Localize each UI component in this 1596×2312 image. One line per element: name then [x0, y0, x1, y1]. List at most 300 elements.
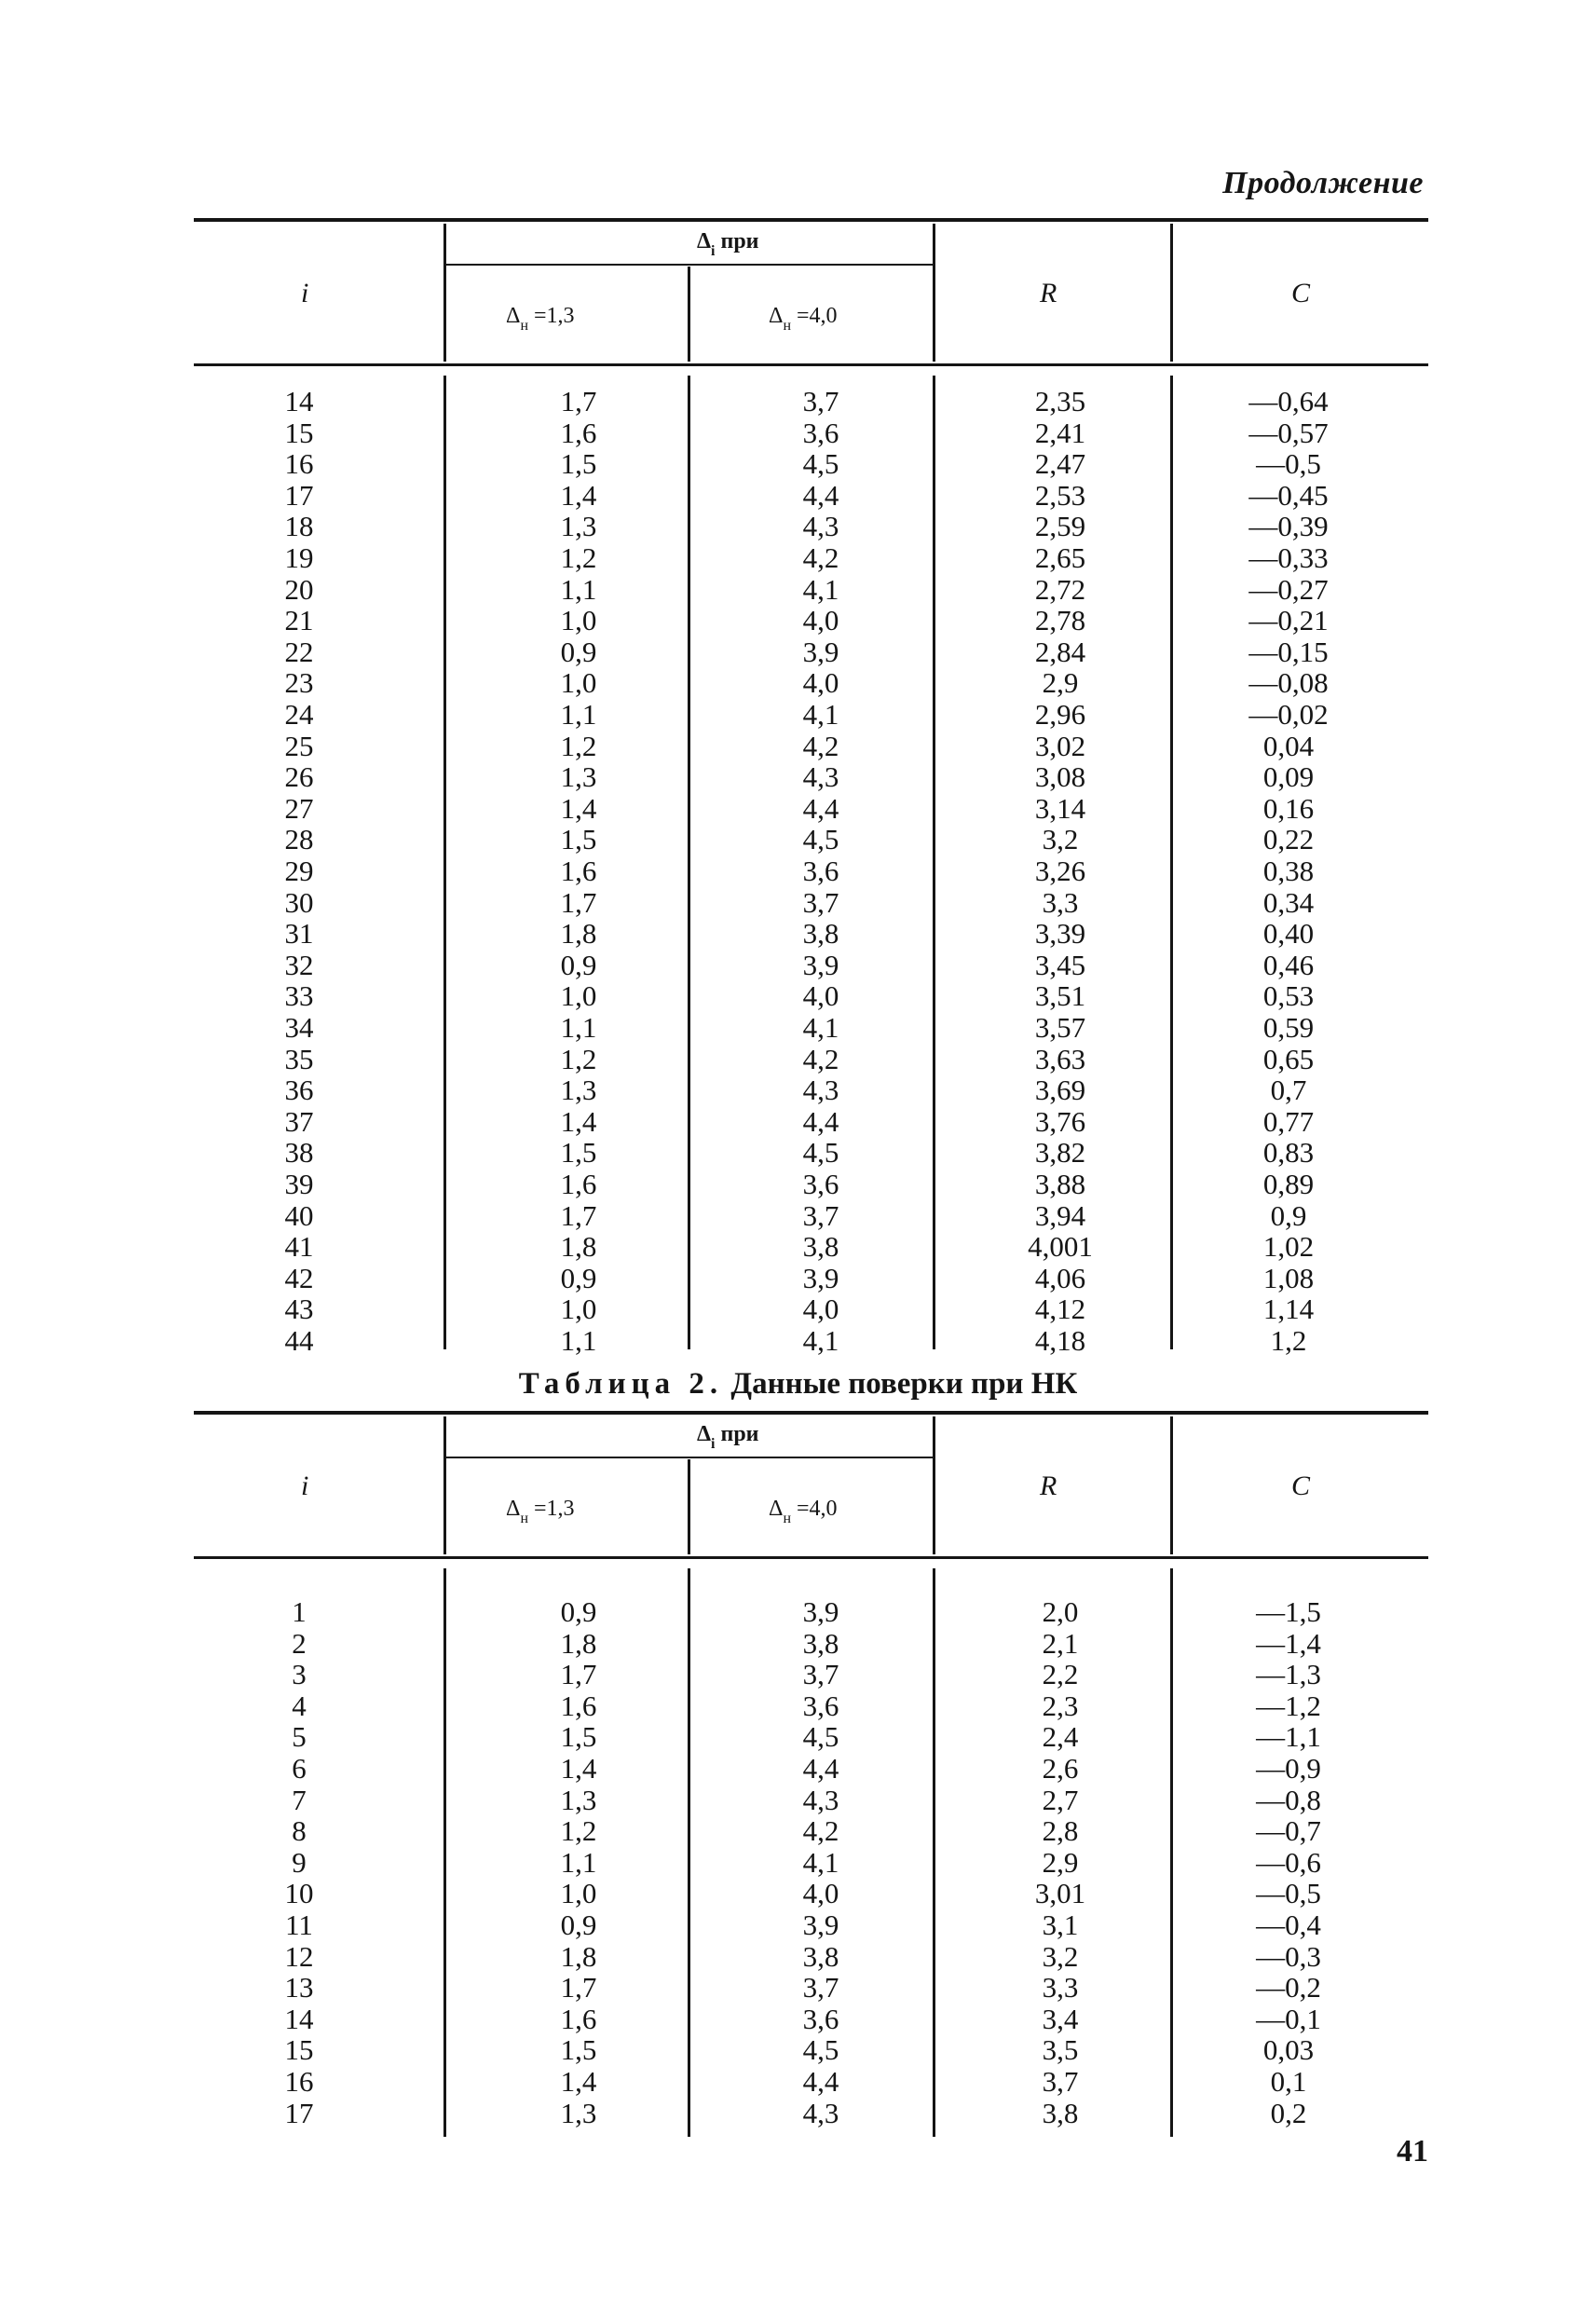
cell-delta-13: 1,0 — [560, 1877, 597, 1910]
cell-delta-40: 3,9 — [802, 1908, 839, 1941]
table-row — [194, 1200, 1428, 1232]
header-delta-symbol: Δ — [697, 229, 712, 253]
cell-c: —1,1 — [1256, 1720, 1321, 1754]
table-row — [194, 950, 1428, 981]
cell-delta-13: 1,4 — [560, 1752, 597, 1785]
cell-i: 33 — [284, 979, 314, 1013]
cell-i: 35 — [284, 1042, 314, 1075]
cell-i: 18 — [284, 510, 314, 543]
cell-delta-40: 3,8 — [802, 1230, 839, 1264]
cell-delta-13: 1,7 — [560, 1198, 597, 1232]
cell-delta-13: 1,6 — [560, 416, 597, 449]
cell-i: 23 — [284, 666, 314, 700]
cell-delta-40: 4,3 — [802, 2096, 839, 2129]
cell-r: 2,4 — [1042, 1720, 1079, 1754]
cell-r: 2,9 — [1042, 666, 1079, 700]
header-delta-group — [697, 229, 759, 259]
cell-delta-13: 1,1 — [560, 1845, 597, 1879]
cell-c: 0,22 — [1262, 823, 1315, 856]
table-1-top-rule — [194, 218, 1428, 222]
cell-r: 2,7 — [1042, 1783, 1079, 1816]
cell-i: 13 — [284, 1971, 314, 2004]
cell-i: 15 — [284, 2033, 314, 2067]
cell-delta-13: 1,5 — [560, 823, 597, 856]
cell-c: 1,2 — [1270, 1324, 1307, 1357]
continuation-label: Продолжение — [1222, 166, 1424, 200]
table-row — [194, 1785, 1428, 1816]
table-row — [194, 1690, 1428, 1722]
table-row — [194, 1263, 1428, 1294]
table-2 — [194, 1405, 1428, 2132]
cell-r: 3,39 — [1034, 917, 1086, 951]
cell-i: 14 — [284, 385, 314, 417]
cell-i: 40 — [284, 1198, 314, 1232]
cell-delta-13: 1,7 — [560, 1658, 597, 1691]
cell-delta-13: 1,5 — [560, 447, 597, 481]
cell-c: —0,5 — [1256, 1877, 1321, 1910]
cell-i: 39 — [284, 1168, 314, 1200]
header-i: i — [301, 278, 309, 308]
cell-c: 0,1 — [1270, 2065, 1307, 2098]
table-2-header-bottom-rule — [194, 1556, 1428, 1559]
cell-i: 38 — [284, 1136, 314, 1170]
cell-i: 3 — [292, 1658, 307, 1691]
cell-delta-40: 4,3 — [802, 1783, 839, 1816]
table-row — [194, 2066, 1428, 2098]
table-row — [194, 667, 1428, 699]
cell-delta-13: 0,9 — [560, 635, 597, 668]
table-1-col-divider — [933, 224, 935, 362]
cell-c: 0,09 — [1262, 760, 1315, 794]
table-row — [194, 1628, 1428, 1660]
table-row — [194, 542, 1428, 574]
cell-delta-40: 3,8 — [802, 917, 839, 951]
cell-delta-13: 1,8 — [560, 1939, 597, 1973]
cell-i: 12 — [284, 1939, 314, 1973]
cell-i: 9 — [292, 1845, 307, 1879]
cell-delta-13: 1,3 — [560, 760, 597, 794]
cell-r: 3,57 — [1034, 1011, 1086, 1044]
cell-delta-13: 1,0 — [560, 1293, 597, 1326]
cell-c: 0,9 — [1270, 1198, 1307, 1232]
cell-r: 3,1 — [1042, 1908, 1079, 1941]
cell-i: 41 — [284, 1230, 314, 1264]
cell-delta-40: 4,2 — [802, 729, 839, 762]
cell-r: 2,41 — [1034, 416, 1086, 449]
cell-delta-13: 0,9 — [560, 1908, 597, 1941]
cell-r: 3,3 — [1042, 1971, 1079, 2004]
cell-delta-40: 4,5 — [802, 1136, 839, 1170]
cell-delta-13: 1,3 — [560, 2096, 597, 2129]
cell-c: —0,27 — [1248, 572, 1329, 606]
cell-i: 29 — [284, 855, 314, 887]
table-row — [194, 574, 1428, 606]
cell-c: 1,14 — [1262, 1293, 1315, 1326]
cell-i: 31 — [284, 917, 314, 951]
cell-delta-40: 3,8 — [802, 1939, 839, 1973]
cell-c: —0,3 — [1256, 1939, 1321, 1973]
table-row — [194, 1909, 1428, 1941]
table-row — [194, 1106, 1428, 1138]
table-row — [194, 386, 1428, 417]
cell-c: 0,83 — [1262, 1136, 1315, 1170]
table-row — [194, 793, 1428, 825]
cell-r: 2,84 — [1034, 635, 1086, 668]
table-row — [194, 918, 1428, 950]
header-c: C — [1291, 1471, 1311, 1501]
cell-i: 36 — [284, 1074, 314, 1107]
cell-delta-40: 3,6 — [802, 2002, 839, 2035]
cell-c: —1,2 — [1256, 1689, 1321, 1722]
table-row — [194, 1137, 1428, 1169]
cell-delta-40: 3,8 — [802, 1626, 839, 1660]
table-row — [194, 1012, 1428, 1044]
cell-i: 6 — [292, 1752, 307, 1785]
header-delta-40: $\Delta_н =4,0$ — [769, 304, 838, 334]
cell-r: 2,78 — [1034, 604, 1086, 637]
table-row — [194, 1972, 1428, 2004]
cell-c: —1,3 — [1256, 1658, 1321, 1691]
cell-delta-13: 1,6 — [560, 2002, 597, 2035]
cell-r: 3,76 — [1034, 1104, 1086, 1138]
cell-r: 3,7 — [1042, 2065, 1079, 2098]
cell-i: 42 — [284, 1261, 314, 1294]
table-row — [194, 1074, 1428, 1106]
cell-i: 20 — [284, 572, 314, 606]
cell-delta-40: 3,9 — [802, 1595, 839, 1628]
cell-delta-13: 1,8 — [560, 1626, 597, 1660]
cell-c: 0,53 — [1262, 979, 1315, 1013]
cell-i: 7 — [292, 1783, 307, 1816]
cell-delta-40: 4,2 — [802, 1042, 839, 1075]
table-2-col-divider — [688, 1459, 690, 1554]
cell-delta-13: 0,9 — [560, 948, 597, 981]
table-row — [194, 887, 1428, 919]
table-row — [194, 1325, 1428, 1357]
table-2-caption-label: Таблица 2. — [518, 1367, 724, 1401]
cell-delta-40: 4,3 — [802, 760, 839, 794]
table-1-group-rule — [445, 264, 934, 266]
cell-c: 0,77 — [1262, 1104, 1315, 1138]
cell-delta-40: 4,1 — [802, 572, 839, 606]
cell-r: 3,2 — [1042, 1939, 1079, 1973]
table-row — [194, 2004, 1428, 2035]
cell-i: 17 — [284, 478, 314, 512]
table-1-col-divider — [1170, 224, 1173, 362]
header-i: i — [301, 1471, 309, 1501]
cell-delta-13: 1,6 — [560, 1689, 597, 1722]
header-delta-suffix: при — [715, 229, 759, 253]
cell-c: —0,4 — [1256, 1908, 1321, 1941]
cell-c: 0,40 — [1262, 917, 1315, 951]
cell-delta-40: 4,5 — [802, 2033, 839, 2067]
cell-r: 3,01 — [1034, 1877, 1086, 1910]
cell-c: —0,57 — [1248, 416, 1329, 449]
cell-delta-40: 4,3 — [802, 510, 839, 543]
table-row — [194, 1815, 1428, 1847]
cell-r: 2,65 — [1034, 541, 1086, 574]
cell-delta-40: 4,1 — [802, 1011, 839, 1044]
cell-c: —0,9 — [1256, 1752, 1321, 1785]
cell-r: 2,47 — [1034, 447, 1086, 481]
table-row — [194, 1878, 1428, 1909]
table-row — [194, 980, 1428, 1012]
cell-delta-13: 1,7 — [560, 385, 597, 417]
cell-delta-40: 3,7 — [802, 1658, 839, 1691]
cell-r: 4,001 — [1028, 1230, 1093, 1264]
cell-delta-40: 3,7 — [802, 1971, 839, 2004]
cell-i: 24 — [284, 698, 314, 731]
cell-c: —0,64 — [1248, 385, 1329, 417]
cell-c: —0,7 — [1256, 1814, 1321, 1848]
header-delta-sub: i — [711, 243, 716, 259]
cell-c: 0,16 — [1262, 791, 1315, 825]
cell-delta-40: 4,3 — [802, 1074, 839, 1107]
cell-i: 32 — [284, 948, 314, 981]
cell-delta-40: 3,6 — [802, 1168, 839, 1200]
cell-r: 3,08 — [1034, 760, 1086, 794]
cell-delta-40: 4,1 — [802, 1324, 839, 1357]
cell-c: —0,5 — [1256, 447, 1321, 481]
cell-c: —0,6 — [1256, 1845, 1321, 1879]
cell-delta-13: 1,5 — [560, 1136, 597, 1170]
cell-delta-40: 3,6 — [802, 1689, 839, 1722]
cell-i: 27 — [284, 791, 314, 825]
cell-delta-40: 4,5 — [802, 1720, 839, 1754]
header-delta-13: $\Delta_н =1,3$ — [506, 1497, 575, 1526]
table-1-header-bottom-rule — [194, 363, 1428, 366]
table-row — [194, 1293, 1428, 1325]
cell-delta-40: 4,1 — [802, 698, 839, 731]
cell-delta-40: 4,5 — [802, 447, 839, 481]
cell-delta-40: 4,2 — [802, 1814, 839, 1848]
cell-r: 3,2 — [1042, 823, 1079, 856]
cell-c: —0,15 — [1248, 635, 1329, 668]
cell-delta-40: 3,6 — [802, 416, 839, 449]
cell-delta-13: 1,6 — [560, 855, 597, 887]
cell-r: 2,96 — [1034, 698, 1086, 731]
cell-c: —0,1 — [1256, 2002, 1321, 2035]
cell-delta-40: 4,0 — [802, 604, 839, 637]
table-row — [194, 1847, 1428, 1879]
cell-r: 3,8 — [1042, 2096, 1079, 2129]
cell-c: —1,5 — [1256, 1595, 1321, 1628]
cell-r: 3,4 — [1042, 2002, 1079, 2035]
cell-i: 2 — [292, 1626, 307, 1660]
cell-delta-13: 1,3 — [560, 1783, 597, 1816]
table-row — [194, 731, 1428, 762]
table-2-group-rule — [445, 1457, 934, 1458]
cell-delta-13: 0,9 — [560, 1261, 597, 1294]
cell-r: 2,6 — [1042, 1752, 1079, 1785]
cell-r: 4,06 — [1034, 1261, 1086, 1294]
table-row — [194, 761, 1428, 793]
table-row — [194, 480, 1428, 512]
table-2-col-divider — [1170, 1416, 1173, 1554]
cell-delta-40: 4,4 — [802, 791, 839, 825]
table-row — [194, 511, 1428, 542]
table-row — [194, 1044, 1428, 1075]
cell-i: 26 — [284, 760, 314, 794]
cell-delta-13: 1,6 — [560, 1168, 597, 1200]
cell-r: 3,63 — [1034, 1042, 1086, 1075]
cell-delta-13: 1,0 — [560, 979, 597, 1013]
cell-delta-13: 1,2 — [560, 1042, 597, 1075]
cell-i: 17 — [284, 2096, 314, 2129]
cell-delta-13: 1,7 — [560, 1971, 597, 2004]
cell-delta-13: 1,1 — [560, 1011, 597, 1044]
header-r: R — [1040, 1471, 1057, 1501]
cell-delta-13: 0,9 — [560, 1595, 597, 1628]
cell-delta-13: 1,4 — [560, 2065, 597, 2098]
cell-i: 22 — [284, 635, 314, 668]
table-row — [194, 417, 1428, 449]
cell-r: 3,02 — [1034, 729, 1086, 762]
header-r: R — [1040, 278, 1057, 308]
cell-r: 4,18 — [1034, 1324, 1086, 1357]
cell-c: 0,7 — [1270, 1074, 1307, 1107]
cell-c: 0,34 — [1262, 885, 1315, 919]
cell-delta-13: 1,7 — [560, 885, 597, 919]
cell-c: —0,08 — [1248, 666, 1329, 700]
header-c: C — [1291, 278, 1311, 308]
cell-r: 3,94 — [1034, 1198, 1086, 1232]
table-row — [194, 1721, 1428, 1753]
cell-r: 2,0 — [1042, 1595, 1079, 1628]
cell-delta-40: 4,4 — [802, 1752, 839, 1785]
cell-c: —0,2 — [1256, 1971, 1321, 2004]
table-1-col-divider — [443, 224, 446, 362]
cell-c: 0,03 — [1262, 2033, 1315, 2067]
table-row — [194, 1596, 1428, 1628]
table-row — [194, 2098, 1428, 2129]
cell-r: 3,82 — [1034, 1136, 1086, 1170]
cell-delta-13: 1,8 — [560, 1230, 597, 1264]
cell-i: 25 — [284, 729, 314, 762]
cell-delta-13: 1,4 — [560, 791, 597, 825]
cell-delta-13: 1,5 — [560, 1720, 597, 1754]
header-delta-40: $\Delta_н =4,0$ — [769, 1497, 838, 1526]
cell-delta-40: 3,6 — [802, 855, 839, 887]
table-row — [194, 1941, 1428, 1973]
table-row — [194, 2034, 1428, 2066]
table-row — [194, 855, 1428, 887]
cell-delta-13: 1,1 — [560, 1324, 597, 1357]
cell-delta-13: 1,1 — [560, 698, 597, 731]
cell-delta-40: 4,4 — [802, 1104, 839, 1138]
cell-c: 1,02 — [1262, 1230, 1315, 1264]
cell-delta-40: 3,9 — [802, 948, 839, 981]
cell-i: 14 — [284, 2002, 314, 2035]
cell-delta-13: 1,0 — [560, 666, 597, 700]
cell-c: 0,59 — [1262, 1011, 1315, 1044]
cell-c: 0,89 — [1262, 1168, 1315, 1200]
cell-i: 37 — [284, 1104, 314, 1138]
page-number: 41 — [1397, 2134, 1428, 2168]
cell-i: 21 — [284, 604, 314, 637]
cell-i: 11 — [285, 1908, 313, 1941]
table-2-caption-title: Данные поверки при НК — [723, 1367, 1078, 1401]
cell-r: 2,9 — [1042, 1845, 1079, 1879]
table-row — [194, 1659, 1428, 1690]
cell-delta-40: 3,7 — [802, 885, 839, 919]
cell-i: 44 — [284, 1324, 314, 1357]
cell-r: 2,3 — [1042, 1689, 1079, 1722]
cell-c: —0,33 — [1248, 541, 1329, 574]
cell-r: 3,88 — [1034, 1168, 1086, 1200]
cell-i: 15 — [284, 416, 314, 449]
cell-delta-13: 1,0 — [560, 604, 597, 637]
cell-delta-13: 1,2 — [560, 1814, 597, 1848]
cell-i: 1 — [292, 1595, 307, 1628]
cell-r: 2,35 — [1034, 385, 1086, 417]
cell-c: 0,2 — [1270, 2096, 1307, 2129]
cell-r: 4,12 — [1034, 1293, 1086, 1326]
cell-c: 1,08 — [1262, 1261, 1315, 1294]
cell-delta-40: 4,0 — [802, 666, 839, 700]
cell-i: 28 — [284, 823, 314, 856]
cell-c: —0,02 — [1248, 698, 1329, 731]
table-1-col-divider — [688, 267, 690, 362]
cell-r: 3,14 — [1034, 791, 1086, 825]
cell-r: 2,72 — [1034, 572, 1086, 606]
header-delta-13: $\Delta_н =1,3$ — [506, 304, 575, 334]
cell-r: 2,53 — [1034, 478, 1086, 512]
cell-r: 2,1 — [1042, 1626, 1079, 1660]
table-2-col-divider — [933, 1416, 935, 1554]
cell-i: 10 — [284, 1877, 314, 1910]
cell-i: 8 — [292, 1814, 307, 1848]
table-row — [194, 1169, 1428, 1200]
cell-delta-13: 1,4 — [560, 1104, 597, 1138]
cell-i: 43 — [284, 1293, 314, 1326]
cell-r: 3,51 — [1034, 979, 1086, 1013]
cell-r: 2,8 — [1042, 1814, 1079, 1848]
cell-r: 2,2 — [1042, 1658, 1079, 1691]
cell-c: —0,21 — [1248, 604, 1329, 637]
cell-delta-40: 4,0 — [802, 1293, 839, 1326]
cell-delta-40: 3,7 — [802, 1198, 839, 1232]
cell-delta-13: 1,2 — [560, 729, 597, 762]
cell-i: 19 — [284, 541, 314, 574]
cell-delta-40: 3,9 — [802, 635, 839, 668]
cell-delta-40: 4,4 — [802, 2065, 839, 2098]
cell-c: —0,39 — [1248, 510, 1329, 543]
cell-i: 34 — [284, 1011, 314, 1044]
cell-delta-40: 4,4 — [802, 478, 839, 512]
cell-i: 30 — [284, 885, 314, 919]
cell-r: 3,3 — [1042, 885, 1079, 919]
cell-r: 3,69 — [1034, 1074, 1086, 1107]
cell-delta-13: 1,8 — [560, 917, 597, 951]
cell-delta-13: 1,3 — [560, 510, 597, 543]
cell-c: —0,8 — [1256, 1783, 1321, 1816]
cell-c: 0,65 — [1262, 1042, 1315, 1075]
table-row — [194, 448, 1428, 480]
cell-r: 2,59 — [1034, 510, 1086, 543]
table-1 — [194, 212, 1428, 1359]
cell-r: 3,45 — [1034, 948, 1086, 981]
table-2-caption — [0, 1367, 1596, 1402]
cell-c: 0,38 — [1262, 855, 1315, 887]
cell-r: 3,26 — [1034, 855, 1086, 887]
header-delta-group: $\Delta_i$ при — [697, 1422, 759, 1452]
cell-c: 0,46 — [1262, 948, 1315, 981]
table-row — [194, 824, 1428, 855]
cell-delta-13: 1,3 — [560, 1074, 597, 1107]
cell-delta-40: 4,5 — [802, 823, 839, 856]
cell-delta-13: 1,2 — [560, 541, 597, 574]
